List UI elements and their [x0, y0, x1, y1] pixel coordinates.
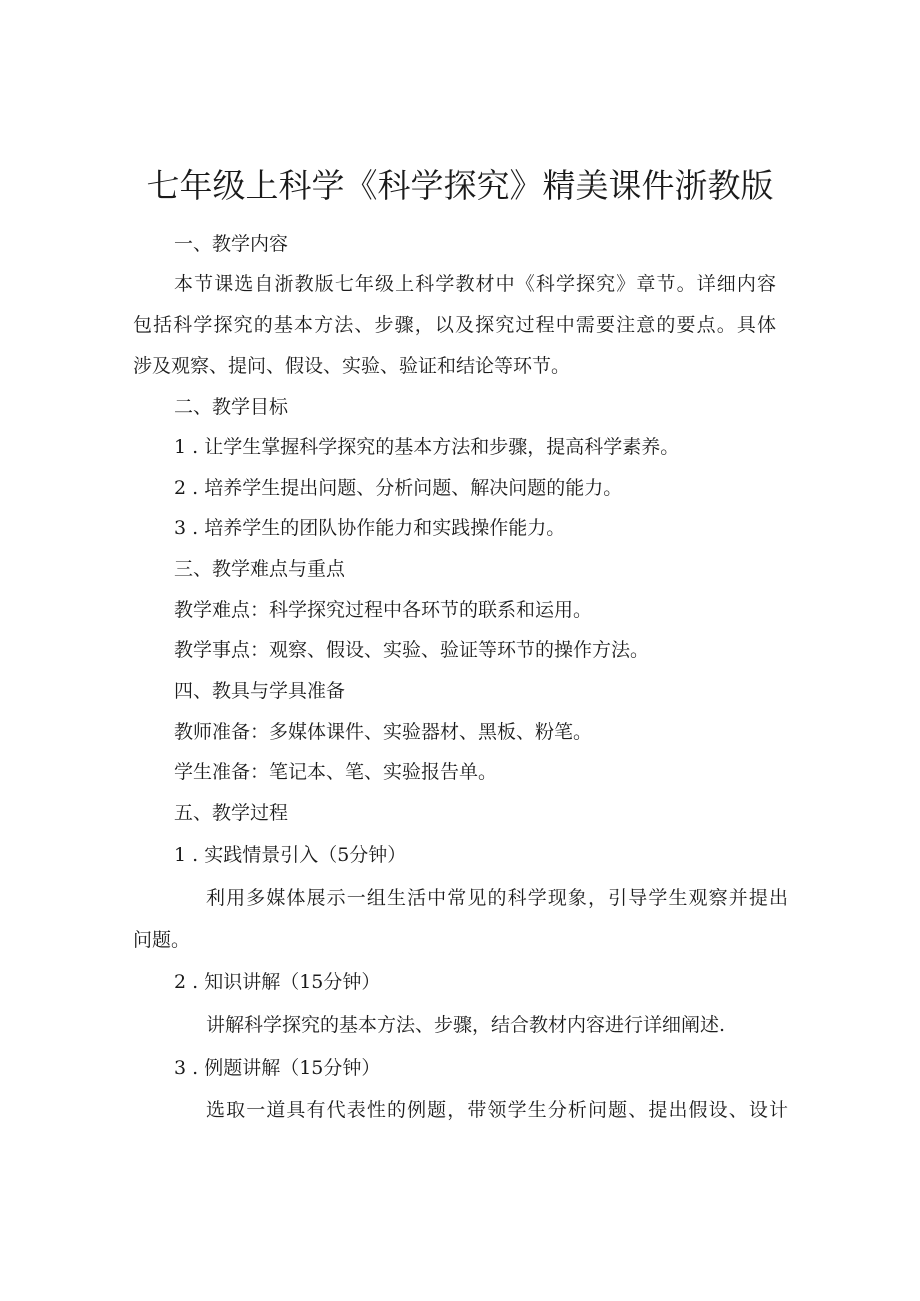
section-heading-process: 五、教学过程	[174, 802, 289, 824]
content-paragraph-line-2: 包括科学探究的基本方法、步骤，以及探究过程中需要注意的要点。具体	[133, 314, 776, 336]
process-step-3-title: 3 . 例题讲解（15分钟）	[174, 1057, 381, 1079]
goal-item-2: 2 . 培养学生提出问题、分析问题、解决问题的能力。	[174, 477, 623, 499]
section-heading-goals: 二、教学目标	[174, 396, 289, 418]
difficulty-text: 教学难点：科学探究过程中各环节的联系和运用。	[174, 599, 593, 621]
content-paragraph-line-3: 涉及观察、提问、假设、实验、验证和结论等环节。	[133, 355, 571, 377]
process-step-1-line-1: 利用多媒体展示一组生活中常见的科学现象，引导学生观察并提出	[206, 887, 788, 909]
key-point-text: 教学事点：观察、假设、实验、验证等环节的操作方法。	[174, 639, 650, 661]
content-paragraph-line-1: 本节课选自浙教版七年级上科学教材中《科学探究》章节。详细内容	[174, 273, 776, 295]
document-title: 七年级上科学《科学探究》精美课件浙教版	[146, 166, 774, 205]
process-step-2-line-1: 讲解科学探究的基本方法、步骤，结合教材内容进行详细阐述.	[206, 1014, 726, 1036]
section-heading-content: 一、教学内容	[174, 233, 289, 255]
process-step-3-line-1: 选取一道具有代表性的例题，带领学生分析问题、提出假设、设计	[206, 1099, 788, 1121]
student-preparation: 学生准备：笔记本、笔、实验报告单。	[174, 761, 498, 783]
section-heading-preparation: 四、教具与学具准备	[174, 680, 346, 702]
section-heading-difficulties: 三、教学难点与重点	[174, 558, 346, 580]
process-step-2-title: 2 . 知识讲解（15分钟）	[174, 971, 381, 993]
process-step-1-title: 1 . 实践情景引入（5分钟）	[174, 844, 407, 866]
teacher-preparation: 教师准备：多媒体课件、实验器材、黑板、粉笔。	[174, 721, 593, 743]
process-step-1-line-2: 问题。	[133, 929, 191, 951]
goal-item-1: 1 . 让学生掌握科学探究的基本方法和步骤，提高科学素养。	[174, 436, 680, 458]
goal-item-3: 3 . 培养学生的团队协作能力和实践操作能力。	[174, 517, 566, 539]
